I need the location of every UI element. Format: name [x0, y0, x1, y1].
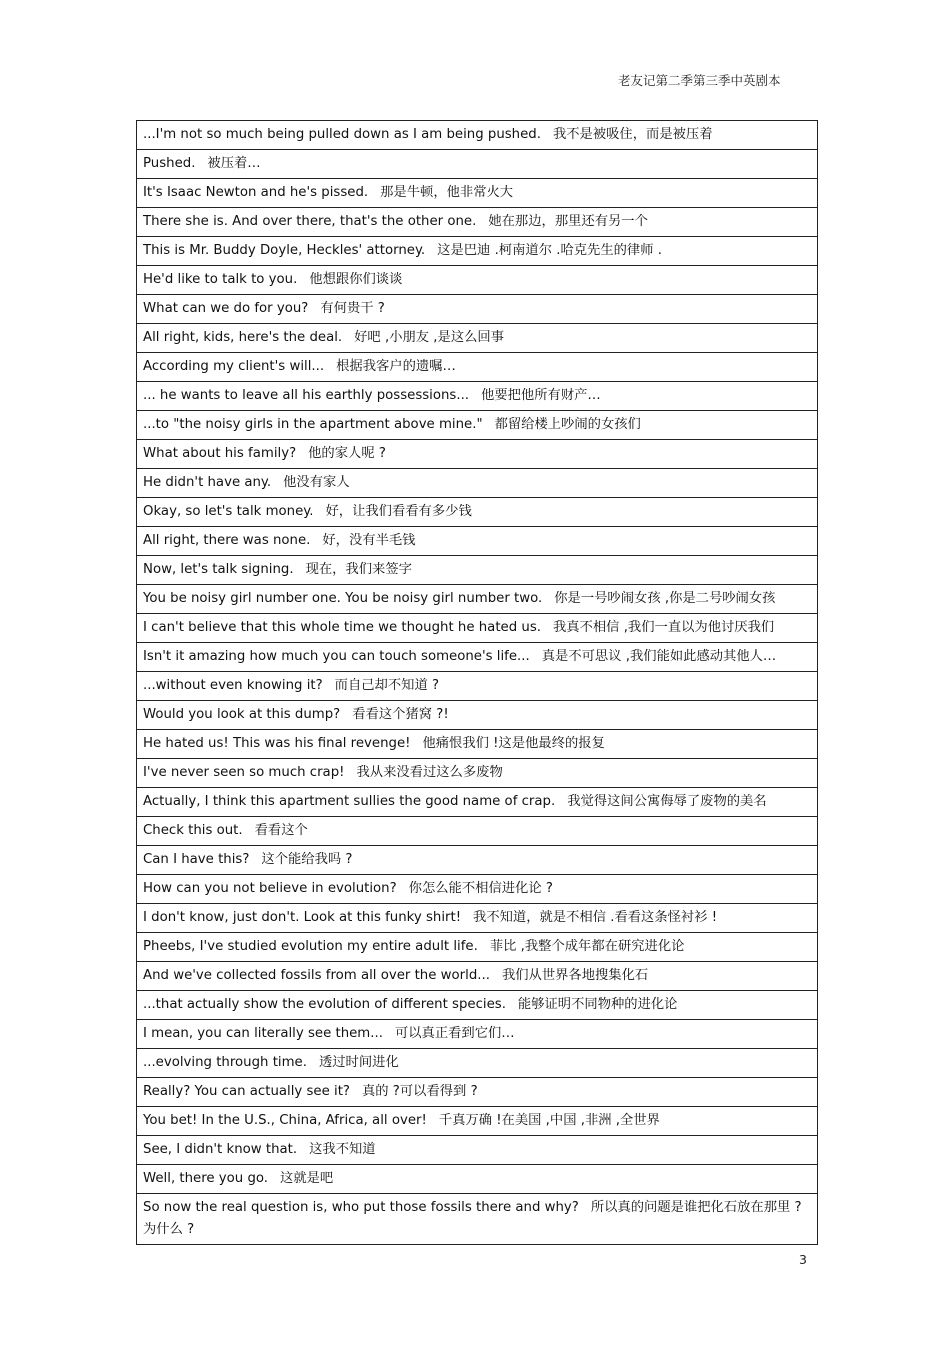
script-line-cell: [137, 382, 818, 411]
chinese-line: 透过时间进化: [318, 1055, 399, 1070]
script-line-cell: [137, 643, 818, 672]
english-line: All right, kids, here's the deal.: [143, 330, 343, 345]
english-line: Now, let's talk signing.: [143, 562, 294, 577]
chinese-line: 他想跟你们谈谈: [309, 272, 403, 287]
chinese-line: 你怎么能不相信进化论 ?: [408, 881, 553, 896]
script-line-cell: [137, 904, 818, 933]
english-line: There she is. And over there, that's the other one.: [143, 214, 477, 229]
chinese-line: 我不知道，就是不相信 .看看这条怪衬衫 !: [473, 910, 718, 925]
chinese-line: 被压着…: [207, 156, 261, 171]
chinese-line: 现在，我们来签字: [305, 562, 412, 577]
script-row: [137, 585, 818, 614]
english-line: See, I didn't know that.: [143, 1142, 298, 1157]
script-line-cell: [137, 324, 818, 353]
script-row: [137, 991, 818, 1020]
document-header: 老友记第二季第三季中英剧本: [618, 73, 781, 88]
script-line-cell: [137, 1020, 818, 1049]
chinese-line: 我真不相信 ,我们一直以为他讨厌我们: [552, 620, 775, 635]
script-line-cell: [137, 121, 818, 150]
script-row: [137, 875, 818, 904]
english-line: So now the real question is, who put those fossils there and why?: [143, 1200, 579, 1215]
script-row: [137, 527, 818, 556]
script-row: [137, 324, 818, 353]
english-line: ... he wants to leave all his earthly possessions...: [143, 388, 470, 403]
script-line-cell: [137, 556, 818, 585]
page-number: 3: [799, 1252, 807, 1267]
script-line-cell: [137, 1165, 818, 1194]
script-table: [136, 120, 818, 1245]
script-row: [137, 1049, 818, 1078]
chinese-line: 这我不知道: [309, 1142, 376, 1157]
script-row: [137, 614, 818, 643]
script-row: [137, 382, 818, 411]
script-row: [137, 411, 818, 440]
chinese-line: 这就是吧: [280, 1171, 334, 1186]
chinese-line: 可以真正看到它们…: [394, 1026, 515, 1041]
chinese-line: 好，没有半毛钱: [322, 533, 416, 548]
script-row: [137, 817, 818, 846]
english-line: Pheebs, I've studied evolution my entire adult life.: [143, 939, 478, 954]
script-row: [137, 701, 818, 730]
chinese-line: 有何贵干 ?: [320, 301, 385, 316]
script-line-cell: [137, 1194, 818, 1245]
english-line: According my client's will...: [143, 359, 325, 374]
script-line-cell: [137, 991, 818, 1020]
english-line: How can you not believe in evolution?: [143, 881, 397, 896]
english-line: All right, there was none.: [143, 533, 311, 548]
script-row: [137, 1020, 818, 1049]
script-line-cell: [137, 672, 818, 701]
chinese-line: 我不是被吸住，而是被压着: [552, 127, 713, 142]
chinese-line: 千真万确 !在美国 ,中国 ,非洲 ,全世界: [438, 1113, 660, 1128]
english-line: This is Mr. Buddy Doyle, Heckles' attorney.: [143, 243, 426, 258]
chinese-line: 所以真的问题是谁把化石放在那里 ?为什么 ?: [143, 1200, 802, 1237]
script-line-cell: [137, 440, 818, 469]
script-line-cell: [137, 730, 818, 759]
script-row: [137, 904, 818, 933]
script-line-cell: [137, 498, 818, 527]
english-line: Can I have this?: [143, 852, 250, 867]
script-row: [137, 846, 818, 875]
script-line-cell: [137, 817, 818, 846]
script-line-cell: [137, 353, 818, 382]
chinese-line: 根据我客户的遗嘱…: [336, 359, 456, 374]
script-line-cell: [137, 237, 818, 266]
chinese-line: 那是牛顿，他非常火大: [380, 185, 514, 200]
script-row: [137, 1107, 818, 1136]
english-line: It's Isaac Newton and he's pissed.: [143, 185, 369, 200]
chinese-line: 我从来没看过这么多废物: [356, 765, 503, 780]
chinese-line: 我们从世界各地搜集化石: [501, 968, 649, 983]
chinese-line: 这个能给我吗 ?: [261, 852, 353, 867]
chinese-line: 都留给楼上吵闹的女孩们: [494, 417, 641, 432]
english-line: Isn't it amazing how much you can touch someone's life...: [143, 649, 530, 664]
english-line: I've never seen so much crap!: [143, 765, 345, 780]
chinese-line: 菲比 ,我整个成年都在研究进化论: [489, 939, 685, 954]
english-line: What can we do for you?: [143, 301, 309, 316]
script-row: [137, 556, 818, 585]
english-line: You bet! In the U.S., China, Africa, all over!: [143, 1113, 427, 1128]
english-line: I can't believe that this whole time we thought he hated us.: [143, 620, 541, 635]
script-row: [137, 469, 818, 498]
script-line-cell: [137, 150, 818, 179]
script-line-cell: [137, 1049, 818, 1078]
english-line: Really? You can actually see it?: [143, 1084, 350, 1099]
english-line: You be noisy girl number one. You be noisy girl number two.: [143, 591, 543, 606]
english-line: Would you look at this dump?: [143, 707, 341, 722]
english-line: ...that actually show the evolution of different species.: [143, 997, 506, 1012]
script-line-cell: [137, 788, 818, 817]
chinese-line: 他要把他所有财产…: [481, 388, 601, 403]
script-row: [137, 730, 818, 759]
english-line: And we've collected fossils from all over the world...: [143, 968, 490, 983]
english-line: Okay, so let's talk money.: [143, 504, 314, 519]
script-line-cell: [137, 933, 818, 962]
script-row: [137, 788, 818, 817]
script-row: [137, 962, 818, 991]
chinese-line: 这是巴迪 .柯南道尔 .哈克先生的律师 .: [437, 243, 662, 258]
script-row: [137, 672, 818, 701]
script-row: [137, 1078, 818, 1107]
script-line-cell: [137, 266, 818, 295]
english-line: Well, there you go.: [143, 1171, 269, 1186]
script-line-cell: [137, 614, 818, 643]
script-line-cell: [137, 179, 818, 208]
script-line-cell: [137, 469, 818, 498]
script-row: [137, 121, 818, 150]
chinese-line: 你是一号吵闹女孩 ,你是二号吵闹女孩: [554, 591, 776, 606]
chinese-line: 他没有家人: [283, 475, 350, 490]
script-line-cell: [137, 411, 818, 440]
script-row: [137, 933, 818, 962]
script-line-cell: [137, 759, 818, 788]
script-row: [137, 643, 818, 672]
english-line: ...evolving through time.: [143, 1055, 307, 1070]
chinese-line: 好吧 ,小朋友 ,是这么回事: [354, 330, 505, 345]
chinese-line: 她在那边，那里还有另一个: [488, 214, 648, 229]
script-row: [137, 1136, 818, 1165]
script-row: [137, 295, 818, 324]
chinese-line: 我觉得这间公寓侮辱了废物的美名: [567, 794, 767, 809]
english-line: Actually, I think this apartment sullies the good name of crap.: [143, 794, 556, 809]
script-row: [137, 266, 818, 295]
script-line-cell: [137, 1136, 818, 1165]
script-line-cell: [137, 875, 818, 904]
script-line-cell: [137, 1078, 818, 1107]
chinese-line: 他的家人呢 ?: [308, 446, 386, 461]
script-row: [137, 179, 818, 208]
script-line-cell: [137, 208, 818, 237]
english-line: He hated us! This was his final revenge!: [143, 736, 411, 751]
script-row: [137, 150, 818, 179]
script-row: [137, 353, 818, 382]
chinese-line: 真是不可思议 ,我们能如此感动其他人…: [541, 649, 777, 664]
english-line: Check this out.: [143, 823, 243, 838]
script-line-cell: [137, 846, 818, 875]
script-row: [137, 208, 818, 237]
chinese-line: 而自己却不知道 ?: [334, 678, 440, 693]
chinese-line: 好，让我们看看有多少钱: [325, 504, 472, 519]
script-row: [137, 498, 818, 527]
chinese-line: 真的 ?可以看得到 ?: [361, 1084, 478, 1099]
script-row: [137, 1165, 818, 1194]
script-line-cell: [137, 1107, 818, 1136]
english-line: ...I'm not so much being pulled down as I am being pushed.: [143, 127, 541, 142]
chinese-line: 能够证明不同物种的进化论: [517, 997, 678, 1012]
script-row: [137, 440, 818, 469]
chinese-line: 看看这个: [254, 823, 308, 838]
english-line: I don't know, just don't. Look at this funky shirt!: [143, 910, 462, 925]
english-line: ...without even knowing it?: [143, 678, 323, 693]
english-line: What about his family?: [143, 446, 297, 461]
script-line-cell: [137, 701, 818, 730]
script-row: [137, 1194, 818, 1245]
script-line-cell: [137, 962, 818, 991]
script-row: [137, 759, 818, 788]
script-row: [137, 237, 818, 266]
chinese-line: 看看这个猪窝 ?!: [352, 707, 449, 722]
script-line-cell: [137, 295, 818, 324]
english-line: Pushed.: [143, 156, 196, 171]
english-line: He didn't have any.: [143, 475, 272, 490]
script-line-cell: [137, 585, 818, 614]
script-rows: [137, 121, 818, 1245]
script-line-cell: [137, 527, 818, 556]
chinese-line: 他痛恨我们 !这是他最终的报复: [422, 736, 605, 751]
english-line: I mean, you can literally see them...: [143, 1026, 383, 1041]
english-line: He'd like to talk to you.: [143, 272, 298, 287]
english-line: ...to "the noisy girls in the apartment above mine.": [143, 417, 483, 432]
